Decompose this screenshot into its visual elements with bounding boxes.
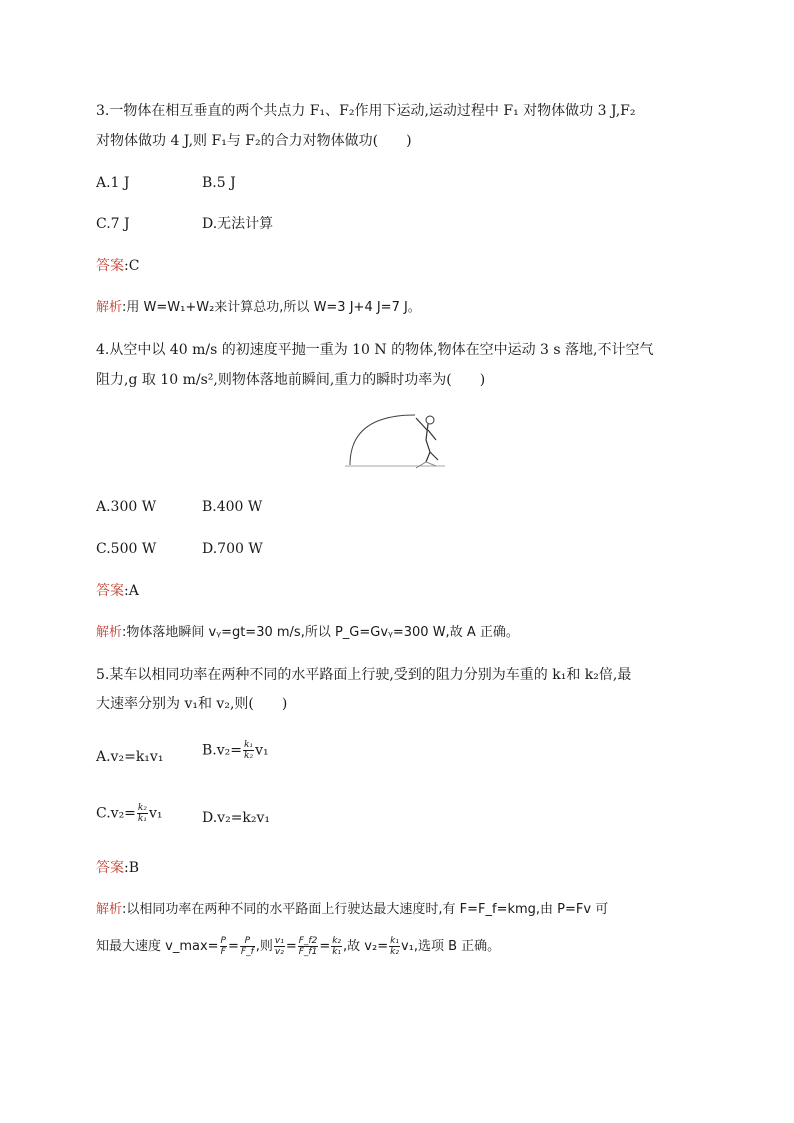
q3-option-d: D.无法计算 [202,216,274,232]
q5-analysis-label: 解析 [96,902,123,917]
fraction-denominator: v₂ [274,947,284,957]
q5-option-a: A.v₂=k₁v₁ [96,749,164,765]
q3-option-a: A.1 J [96,175,130,191]
fraction-k1-over-k2 [389,936,400,957]
fraction-numerator: F_f2 [298,936,318,946]
fraction-denominator: k₁ [332,947,342,957]
q5-option-c-suffix: v₁ [148,805,163,822]
fraction-ff2-over-ff1 [298,936,319,957]
q5-analysis-line1 [96,900,608,920]
fraction-k2-over-k1 [331,936,342,957]
fraction-denominator: F [220,947,226,957]
q3-answer [96,256,139,276]
fraction-denominator: F_f1 [298,947,318,957]
fraction-numerator: v₁ [274,936,284,946]
q5-analysis-text: :以相同功率在两种不同的水平路面上行驶达最大速度时,有 F=F_f=kmg,由 P=Fv 可 [122,902,609,917]
q4-answer-value: :A [124,583,139,599]
fraction-numerator: P [220,936,226,946]
q5-answer [96,858,139,878]
fraction-denominator: k₂ [244,751,254,761]
fraction-numerator: k₂ [332,936,342,946]
thrower-illustration [340,410,450,470]
q5-answer-label: 答案 [96,860,124,876]
q4-option-b: B.400 W [202,499,263,515]
q4-answer-label: 答案 [96,583,124,599]
fraction-numerator: k₁ [390,936,399,946]
q5-analysis-text-a: 知最大速度 v_max= [96,939,219,954]
q4-analysis-label: 解析 [96,625,123,640]
fraction-v1-over-v2 [274,936,285,957]
q4-option-c: C.500 W [96,541,157,557]
q5-analysis-line2: 知最大速度 v_max= $\frac{P}{F}$ = $\frac{P}{F\_f}$ ,则 $\frac{\text{v₁}}{\text{v₂}}$ = $\frac{F\_f2}{F\_f1}$ = $\frac{\text{k₂}}{\text{k₁}}$ ,故 v₂= $\frac{\text{k₁}}{\text{k₂}}$ v₁,选项 B 正确。 [96,936,501,957]
fraction-numerator: k₁ [244,740,254,750]
q5-analysis-text-d: v₁,选项 B 正确。 [400,939,501,954]
q5-stem-line2: 大速率分别为 v₁和 v₂,则( ) [96,696,288,712]
q5-option-d: D.v₂=k₂v₁ [202,810,271,826]
fraction-denominator: k₁ [137,814,147,824]
q5-option-b-fraction [243,740,254,761]
q5-option-b-suffix: v₁ [255,742,269,759]
q3-stem-line2: 对物体做功 4 J,则 F₁与 F₂的合力对物体做功( ) [96,133,412,149]
fraction-denominator: k₂ [390,947,399,957]
fraction-p-over-f [220,936,227,957]
q4-answer [96,581,139,601]
q3-answer-value: :C [124,258,140,274]
fraction-p-over-ff [240,936,255,957]
projectile-figure [340,410,450,474]
q4-analysis-text: :物体落地瞬间 vᵧ=gt=30 m/s,所以 P_G=Gvᵧ=300 W,故 A 正确。 [122,625,519,640]
q5-stem-line1: 5.某车以相同功率在两种不同的水平路面上行驶,受到的阻力分别为车重的 k₁和 k₂倍,最 [96,667,632,683]
q5-option-c-prefix: C.v₂= [96,805,136,822]
q4-option-a: A.300 W [96,499,157,515]
q3-analysis-label: 解析 [96,300,123,315]
q4-stem-line1: 4.从空中以 40 m/s 的初速度平抛一重为 10 N 的物体,物体在空中运动 3 s 落地,不计空气 [96,342,654,358]
q3-answer-label: 答案 [96,258,124,274]
q3-option-c: C.7 J [96,216,130,232]
q3-stem-line1: 3.一物体在相互垂直的两个共点力 F₁、F₂作用下运动,运动过程中 F₁ 对物体做功 3 J,F₂ [96,103,636,119]
fraction-numerator: P [240,936,255,947]
q3-option-b: B.5 J [202,175,236,191]
q5-analysis-text-c: ,故 v₂= [343,939,389,954]
fraction-numerator: k₂ [137,803,147,813]
q4-option-d: D.700 W [202,541,263,557]
q5-option-b-prefix: B.v₂= [202,742,242,759]
q3-analysis-text: :用 W=W₁+W₂来计算总功,所以 W=3 J+4 J=7 J。 [122,300,421,315]
q5-option-b [202,740,269,761]
q3-analysis [96,298,421,318]
q4-analysis [96,623,519,643]
q5-analysis-text-b: ,则 [255,939,273,954]
q5-option-c-fraction [137,803,148,824]
fraction-denominator: F_f [240,947,254,957]
q4-stem-line2: 阻力,g 取 10 m/s²,则物体落地前瞬间,重力的瞬时功率为( ) [96,372,486,388]
q5-option-c [96,803,163,824]
q5-answer-value: :B [124,860,140,876]
